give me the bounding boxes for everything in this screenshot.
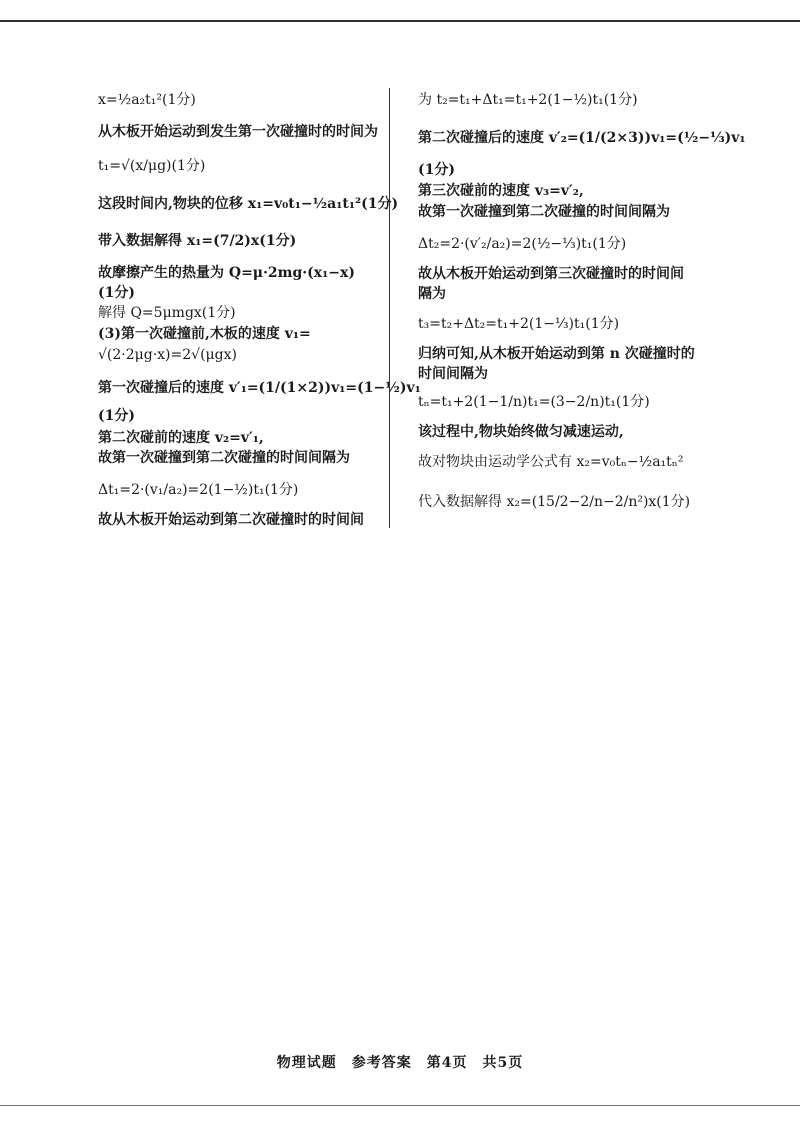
text-line: 第二次碰撞后的速度 v′₂=(1/(2×3))v₁=(½−⅓)v₁ (418, 130, 746, 146)
text-line: 隔为 (418, 286, 446, 302)
text-line: 带入数据解得 x₁=(7/2)x(1分) (98, 233, 297, 249)
text-line: Δt₁=2·(v₁/a₂)=2(1−½)t₁(1分) (98, 482, 299, 498)
text-line: 第三次碰前的速度 v₃=v′₂, (418, 183, 584, 199)
text-line: 从木板开始运动到发生第一次碰撞时的时间为 (98, 124, 378, 140)
top-rule (0, 20, 800, 22)
text-line: 归纳可知,从木板开始运动到第 n 次碰撞时的 (418, 346, 695, 362)
text-line: Δt₂=2·(v′₂/a₂)=2(½−⅓)t₁(1分) (418, 236, 627, 252)
text-line: √(2·2μg·x)=2√(μgx) (98, 347, 237, 363)
text-line: 故从木板开始运动到第三次碰撞时的时间间 (418, 266, 684, 282)
text-line: 故对物块由运动学公式有 x₂=v₀tₙ−½a₁tₙ² (418, 454, 684, 470)
text-line: 解得 Q=5μmgx(1分) (98, 305, 236, 321)
text-line: 第一次碰撞后的速度 v′₁=(1/(1×2))v₁=(1−½)v₁ (98, 380, 421, 396)
text-line: 故从木板开始运动到第二次碰撞时的时间间 (98, 512, 364, 528)
text-line: 这段时间内,物块的位移 x₁=v₀t₁−½a₁t₁²(1分) (98, 196, 399, 212)
text-line: 时间间隔为 (418, 366, 488, 382)
text-line: (1分) (98, 285, 135, 301)
text-line: 代入数据解得 x₂=(15/2−2/n−2/n²)x(1分) (418, 494, 691, 510)
text-line: t₁=√(x/μg)(1分) (98, 158, 206, 174)
column-divider (389, 88, 390, 528)
text-line: (3)第一次碰撞前,木板的速度 v₁= (98, 326, 311, 342)
text-line: tₙ=t₁+2(1−1/n)t₁=(3−2/n)t₁(1分) (418, 394, 650, 410)
text-line: 第二次碰前的速度 v₂=v′₁, (98, 430, 264, 446)
text-line: (1分) (98, 408, 135, 424)
text-line: 故第一次碰撞到第二次碰撞的时间间隔为 (98, 450, 350, 466)
text-line: 故摩擦产生的热量为 Q=μ·2mg·(x₁−x) (98, 265, 355, 281)
text-line: 为 t₂=t₁+Δt₁=t₁+2(1−½)t₁(1分) (418, 92, 638, 108)
text-line: t₃=t₂+Δt₂=t₁+2(1−⅓)t₁(1分) (418, 316, 620, 332)
text-line: x=½a₂t₁²(1分) (98, 92, 196, 108)
text-line: 故第一次碰撞到第二次碰撞的时间间隔为 (418, 204, 670, 220)
text-line: (1分) (418, 162, 455, 178)
bottom-rule (0, 1105, 800, 1106)
page-footer: 物理试题 参考答案 第4页 共5页 (276, 1055, 524, 1071)
text-line: 该过程中,物块始终做匀减速运动, (418, 424, 624, 440)
